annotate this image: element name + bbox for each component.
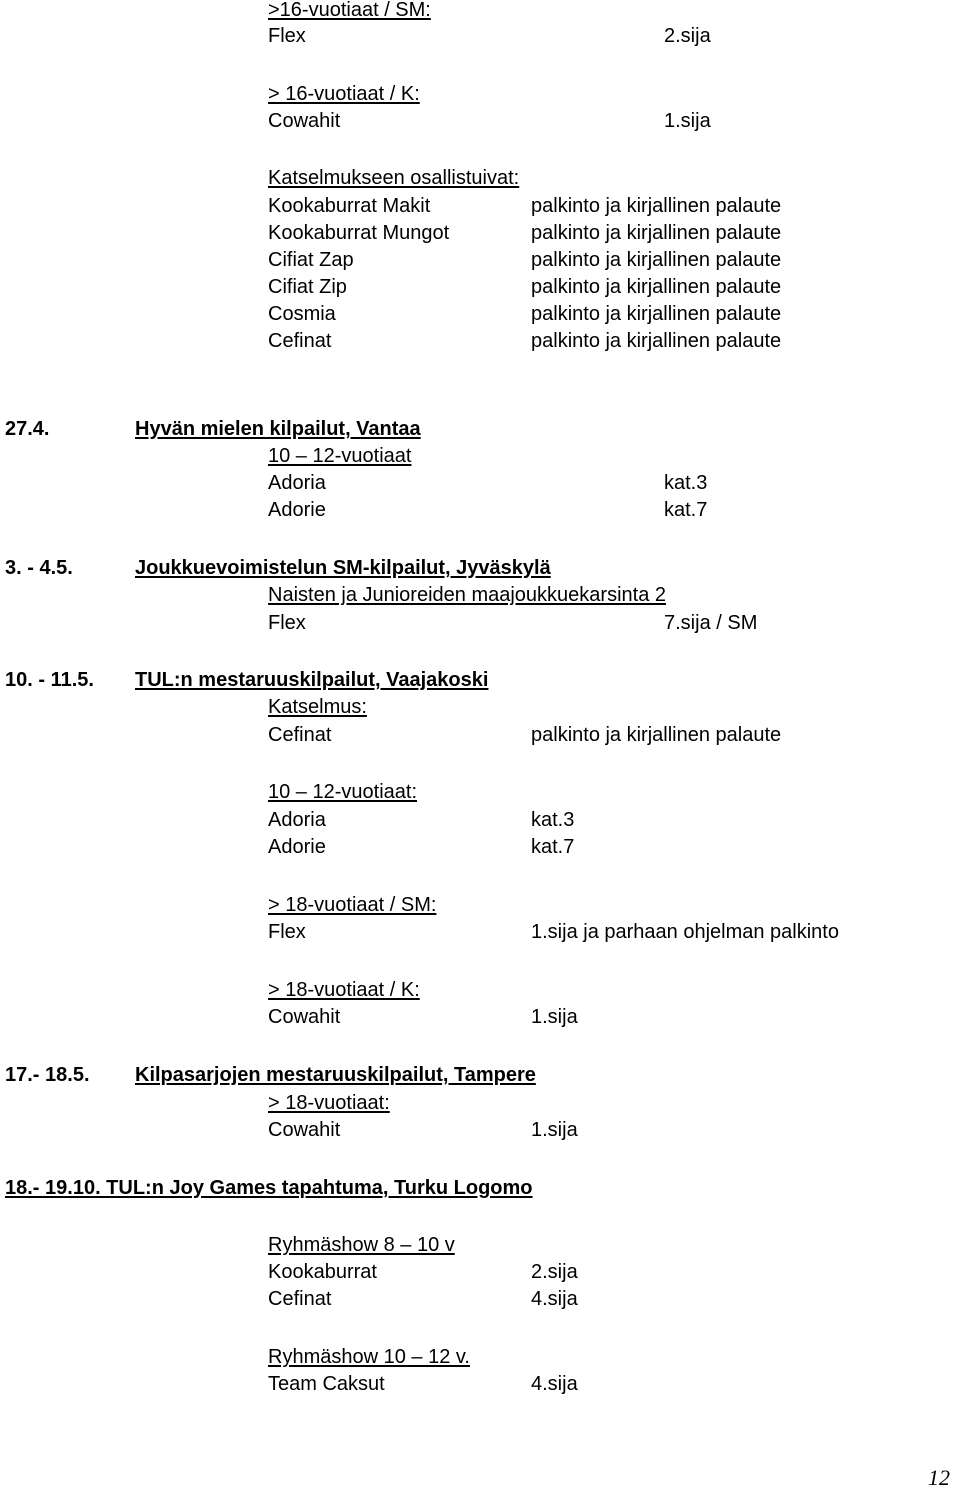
team-name: Flex (268, 25, 306, 47)
team-name: Cowahit (268, 110, 341, 132)
event-heading (5, 1063, 536, 1087)
team-result: kat.3 (664, 472, 708, 494)
team-name: Cefinat (268, 1288, 332, 1310)
page-number: 12 (928, 1465, 950, 1490)
team-result: palkinto ja kirjallinen palaute (531, 724, 782, 746)
event-heading (5, 417, 421, 441)
team-result: 4.sija (531, 1373, 578, 1395)
team-name: Team Caksut (268, 1373, 385, 1395)
category-heading: 10 – 12-vuotiaat (268, 445, 412, 467)
team-result: 1.sija ja parhaan ohjelman palkinto (531, 921, 839, 943)
team-name: Kookaburrat (268, 1261, 377, 1283)
event-heading (5, 556, 551, 580)
event-date: 3. - 4.5. (5, 557, 73, 579)
category-heading: Naisten ja Junioreiden maajoukkuekarsinta 2 (268, 584, 667, 606)
event-title: Kilpasarjojen mestaruuskilpailut, Tampere (135, 1064, 536, 1086)
team-result: 1.sija (664, 110, 711, 132)
team-name: Flex (268, 921, 306, 943)
category-heading: > 18-vuotiaat / SM: (268, 894, 437, 916)
team-name: Kookaburrat Makit (268, 195, 431, 217)
team-name: Cefinat (268, 330, 332, 352)
team-result: kat.3 (531, 809, 575, 831)
team-result: 2.sija (531, 1261, 578, 1283)
category-heading: > 16-vuotiaat / K: (268, 83, 420, 105)
team-result: palkinto ja kirjallinen palaute (531, 249, 782, 271)
team-name: Adoria (268, 809, 326, 831)
category-heading: > 18-vuotiaat: (268, 1092, 390, 1114)
category-heading: >16-vuotiaat / SM: (268, 0, 431, 21)
category-heading: Katselmukseen osallistuivat: (268, 167, 520, 189)
event-title: TUL:n mestaruuskilpailut, Vaajakoski (135, 669, 489, 691)
category-heading: Katselmus: (268, 696, 367, 718)
team-name: Cowahit (268, 1119, 341, 1141)
event-heading (5, 668, 488, 692)
team-result: 7.sija / SM (664, 612, 758, 634)
team-name: Adorie (268, 499, 326, 521)
team-result: 2.sija (664, 25, 711, 47)
team-name: Adoria (268, 472, 326, 494)
team-name: Adorie (268, 836, 326, 858)
team-result: palkinto ja kirjallinen palaute (531, 303, 782, 325)
team-result: palkinto ja kirjallinen palaute (531, 276, 782, 298)
event-title: Joukkuevoimistelun SM-kilpailut, Jyväskylä (135, 557, 551, 579)
category-heading: Ryhmäshow 10 – 12 v. (268, 1346, 470, 1368)
team-result: kat.7 (664, 499, 708, 521)
team-name: Cifiat Zip (268, 276, 347, 298)
event-date: 27.4. (5, 418, 50, 440)
team-name: Cefinat (268, 724, 332, 746)
event-date: 10. - 11.5. (5, 669, 94, 691)
team-name: Cifiat Zap (268, 249, 354, 271)
team-result: palkinto ja kirjallinen palaute (531, 330, 782, 352)
team-result: palkinto ja kirjallinen palaute (531, 195, 782, 217)
team-result: palkinto ja kirjallinen palaute (531, 222, 782, 244)
event-title: Hyvän mielen kilpailut, Vantaa (135, 418, 421, 440)
team-name: Flex (268, 612, 306, 634)
team-name: Cosmia (268, 303, 336, 325)
team-result: 1.sija (531, 1006, 578, 1028)
category-heading: Ryhmäshow 8 – 10 v (268, 1234, 455, 1256)
event-heading: 18.- 19.10. TUL:n Joy Games tapahtuma, Turku Logomo (5, 1177, 533, 1199)
team-result: 4.sija (531, 1288, 578, 1310)
team-result: 1.sija (531, 1119, 578, 1141)
category-heading: 10 – 12-vuotiaat: (268, 781, 417, 803)
team-name: Kookaburrat Mungot (268, 222, 450, 244)
event-date: 17.- 18.5. (5, 1064, 90, 1086)
team-result: kat.7 (531, 836, 575, 858)
category-heading: > 18-vuotiaat / K: (268, 979, 420, 1001)
team-name: Cowahit (268, 1006, 341, 1028)
